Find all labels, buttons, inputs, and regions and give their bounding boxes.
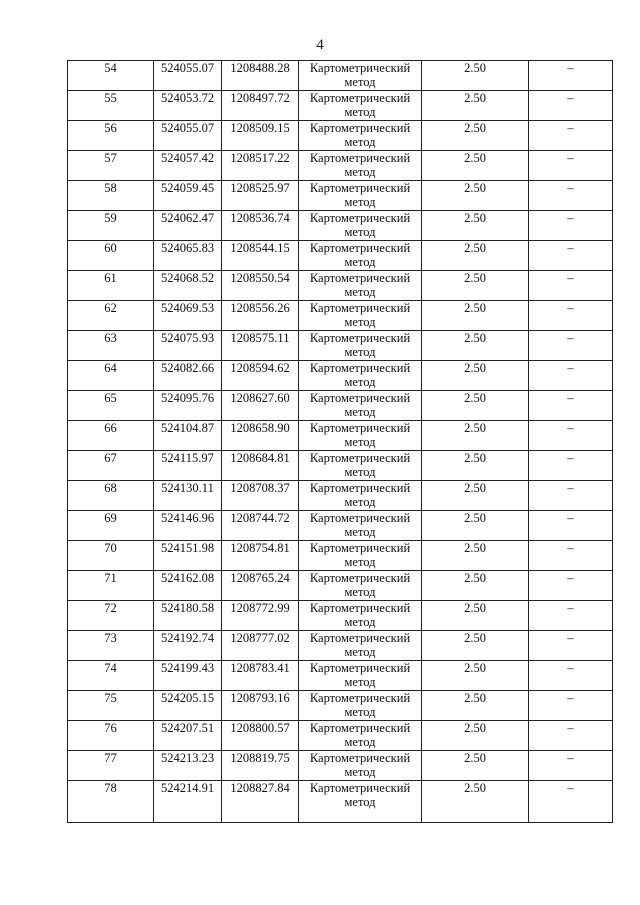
- description-cell: –: [529, 421, 613, 451]
- y-coordinate-cell: 1208783.41: [222, 661, 299, 691]
- accuracy-cell: 2.50: [422, 751, 529, 781]
- y-coordinate-cell: 1208556.26: [222, 301, 299, 331]
- x-coordinate-cell: 524146.96: [154, 511, 222, 541]
- y-coordinate-cell: 1208744.72: [222, 511, 299, 541]
- table-row: [68, 721, 613, 751]
- accuracy-cell: 2.50: [422, 631, 529, 661]
- description-cell: –: [529, 781, 613, 823]
- table-body: [68, 61, 613, 823]
- table-row: [68, 301, 613, 331]
- x-coordinate-cell: 524053.72: [154, 91, 222, 121]
- point-number-cell: 66: [68, 421, 154, 451]
- accuracy-cell: 2.50: [422, 91, 529, 121]
- y-coordinate-cell: 1208765.24: [222, 571, 299, 601]
- method-cell: Картометрический метод: [299, 691, 422, 721]
- x-coordinate-cell: 524199.43: [154, 661, 222, 691]
- point-number-cell: 55: [68, 91, 154, 121]
- accuracy-cell: 2.50: [422, 541, 529, 571]
- description-cell: –: [529, 271, 613, 301]
- method-cell: Картометрический метод: [299, 781, 422, 823]
- accuracy-cell: 2.50: [422, 241, 529, 271]
- y-coordinate-cell: 1208627.60: [222, 391, 299, 421]
- accuracy-cell: 2.50: [422, 661, 529, 691]
- description-cell: –: [529, 391, 613, 421]
- accuracy-cell: 2.50: [422, 151, 529, 181]
- point-number-cell: 75: [68, 691, 154, 721]
- point-number-cell: 71: [68, 571, 154, 601]
- description-cell: –: [529, 511, 613, 541]
- point-number-cell: 63: [68, 331, 154, 361]
- accuracy-cell: 2.50: [422, 571, 529, 601]
- method-cell: Картометрический метод: [299, 511, 422, 541]
- description-cell: –: [529, 91, 613, 121]
- description-cell: –: [529, 211, 613, 241]
- table-row: [68, 421, 613, 451]
- description-cell: –: [529, 301, 613, 331]
- accuracy-cell: 2.50: [422, 271, 529, 301]
- x-coordinate-cell: 524095.76: [154, 391, 222, 421]
- point-number-cell: 57: [68, 151, 154, 181]
- accuracy-cell: 2.50: [422, 721, 529, 751]
- method-cell: Картометрический метод: [299, 661, 422, 691]
- x-coordinate-cell: 524104.87: [154, 421, 222, 451]
- y-coordinate-cell: 1208517.22: [222, 151, 299, 181]
- point-number-cell: 65: [68, 391, 154, 421]
- description-cell: –: [529, 451, 613, 481]
- table-row: [68, 391, 613, 421]
- accuracy-cell: 2.50: [422, 181, 529, 211]
- table-row: [68, 511, 613, 541]
- table-row: [68, 211, 613, 241]
- description-cell: –: [529, 751, 613, 781]
- point-number-cell: 54: [68, 61, 154, 91]
- method-cell: Картометрический метод: [299, 601, 422, 631]
- description-cell: –: [529, 631, 613, 661]
- accuracy-cell: 2.50: [422, 301, 529, 331]
- accuracy-cell: 2.50: [422, 211, 529, 241]
- table-row: [68, 781, 613, 823]
- method-cell: Картометрический метод: [299, 151, 422, 181]
- point-number-cell: 68: [68, 481, 154, 511]
- x-coordinate-cell: 524130.11: [154, 481, 222, 511]
- description-cell: –: [529, 241, 613, 271]
- table-row: [68, 61, 613, 91]
- point-number-cell: 60: [68, 241, 154, 271]
- point-number-cell: 73: [68, 631, 154, 661]
- accuracy-cell: 2.50: [422, 451, 529, 481]
- page-number: 4: [316, 37, 324, 53]
- x-coordinate-cell: 524055.07: [154, 61, 222, 91]
- description-cell: –: [529, 691, 613, 721]
- table-row: [68, 241, 613, 271]
- description-cell: –: [529, 181, 613, 211]
- method-cell: Картометрический метод: [299, 121, 422, 151]
- x-coordinate-cell: 524069.53: [154, 301, 222, 331]
- y-coordinate-cell: 1208777.02: [222, 631, 299, 661]
- y-coordinate-cell: 1208708.37: [222, 481, 299, 511]
- accuracy-cell: 2.50: [422, 601, 529, 631]
- x-coordinate-cell: 524068.52: [154, 271, 222, 301]
- accuracy-cell: 2.50: [422, 781, 529, 823]
- table-row: [68, 151, 613, 181]
- method-cell: Картометрический метод: [299, 421, 422, 451]
- y-coordinate-cell: 1208819.75: [222, 751, 299, 781]
- y-coordinate-cell: 1208497.72: [222, 91, 299, 121]
- y-coordinate-cell: 1208544.15: [222, 241, 299, 271]
- x-coordinate-cell: 524205.15: [154, 691, 222, 721]
- x-coordinate-cell: 524213.23: [154, 751, 222, 781]
- accuracy-cell: 2.50: [422, 421, 529, 451]
- method-cell: Картометрический метод: [299, 721, 422, 751]
- point-number-cell: 67: [68, 451, 154, 481]
- accuracy-cell: 2.50: [422, 331, 529, 361]
- x-coordinate-cell: 524192.74: [154, 631, 222, 661]
- accuracy-cell: 2.50: [422, 61, 529, 91]
- accuracy-cell: 2.50: [422, 481, 529, 511]
- accuracy-cell: 2.50: [422, 691, 529, 721]
- method-cell: Картометрический метод: [299, 631, 422, 661]
- y-coordinate-cell: 1208754.81: [222, 541, 299, 571]
- x-coordinate-cell: 524055.07: [154, 121, 222, 151]
- table-row: [68, 121, 613, 151]
- x-coordinate-cell: 524075.93: [154, 331, 222, 361]
- x-coordinate-cell: 524065.83: [154, 241, 222, 271]
- table-row: [68, 181, 613, 211]
- table-row: [68, 691, 613, 721]
- description-cell: –: [529, 331, 613, 361]
- table-row: [68, 481, 613, 511]
- method-cell: Картометрический метод: [299, 391, 422, 421]
- description-cell: –: [529, 571, 613, 601]
- table-row: [68, 541, 613, 571]
- method-cell: Картометрический метод: [299, 481, 422, 511]
- y-coordinate-cell: 1208525.97: [222, 181, 299, 211]
- accuracy-cell: 2.50: [422, 391, 529, 421]
- method-cell: Картометрический метод: [299, 571, 422, 601]
- method-cell: Картометрический метод: [299, 361, 422, 391]
- method-cell: Картометрический метод: [299, 271, 422, 301]
- description-cell: –: [529, 361, 613, 391]
- x-coordinate-cell: 524151.98: [154, 541, 222, 571]
- method-cell: Картометрический метод: [299, 181, 422, 211]
- point-number-cell: 58: [68, 181, 154, 211]
- y-coordinate-cell: 1208827.84: [222, 781, 299, 823]
- description-cell: –: [529, 721, 613, 751]
- y-coordinate-cell: 1208536.74: [222, 211, 299, 241]
- point-number-cell: 56: [68, 121, 154, 151]
- point-number-cell: 70: [68, 541, 154, 571]
- accuracy-cell: 2.50: [422, 361, 529, 391]
- method-cell: Картометрический метод: [299, 241, 422, 271]
- y-coordinate-cell: 1208488.28: [222, 61, 299, 91]
- x-coordinate-cell: 524214.91: [154, 781, 222, 823]
- point-number-cell: 64: [68, 361, 154, 391]
- table-row: [68, 271, 613, 301]
- method-cell: Картометрический метод: [299, 91, 422, 121]
- point-number-cell: 77: [68, 751, 154, 781]
- description-cell: –: [529, 541, 613, 571]
- description-cell: –: [529, 601, 613, 631]
- description-cell: –: [529, 61, 613, 91]
- accuracy-cell: 2.50: [422, 511, 529, 541]
- point-number-cell: 61: [68, 271, 154, 301]
- y-coordinate-cell: 1208575.11: [222, 331, 299, 361]
- description-cell: –: [529, 151, 613, 181]
- table-row: [68, 601, 613, 631]
- method-cell: Картометрический метод: [299, 751, 422, 781]
- table-row: [68, 631, 613, 661]
- description-cell: –: [529, 481, 613, 511]
- table-row: [68, 661, 613, 691]
- y-coordinate-cell: 1208509.15: [222, 121, 299, 151]
- x-coordinate-cell: 524115.97: [154, 451, 222, 481]
- table-row: [68, 361, 613, 391]
- y-coordinate-cell: 1208550.54: [222, 271, 299, 301]
- method-cell: Картометрический метод: [299, 61, 422, 91]
- x-coordinate-cell: 524180.58: [154, 601, 222, 631]
- method-cell: Картометрический метод: [299, 301, 422, 331]
- accuracy-cell: 2.50: [422, 121, 529, 151]
- y-coordinate-cell: 1208658.90: [222, 421, 299, 451]
- table-row: [68, 331, 613, 361]
- method-cell: Картометрический метод: [299, 331, 422, 361]
- y-coordinate-cell: 1208594.62: [222, 361, 299, 391]
- y-coordinate-cell: 1208772.99: [222, 601, 299, 631]
- method-cell: Картометрический метод: [299, 541, 422, 571]
- point-number-cell: 78: [68, 781, 154, 823]
- y-coordinate-cell: 1208793.16: [222, 691, 299, 721]
- table-row: [68, 571, 613, 601]
- description-cell: –: [529, 121, 613, 151]
- x-coordinate-cell: 524059.45: [154, 181, 222, 211]
- x-coordinate-cell: 524057.42: [154, 151, 222, 181]
- point-number-cell: 74: [68, 661, 154, 691]
- method-cell: Картометрический метод: [299, 451, 422, 481]
- method-cell: Картометрический метод: [299, 211, 422, 241]
- x-coordinate-cell: 524062.47: [154, 211, 222, 241]
- y-coordinate-cell: 1208800.57: [222, 721, 299, 751]
- y-coordinate-cell: 1208684.81: [222, 451, 299, 481]
- table-row: [68, 751, 613, 781]
- point-number-cell: 59: [68, 211, 154, 241]
- table-row: [68, 91, 613, 121]
- x-coordinate-cell: 524207.51: [154, 721, 222, 751]
- table-row: [68, 451, 613, 481]
- description-cell: –: [529, 661, 613, 691]
- x-coordinate-cell: 524162.08: [154, 571, 222, 601]
- point-number-cell: 69: [68, 511, 154, 541]
- point-number-cell: 76: [68, 721, 154, 751]
- coordinates-table: [67, 60, 613, 823]
- point-number-cell: 72: [68, 601, 154, 631]
- x-coordinate-cell: 524082.66: [154, 361, 222, 391]
- point-number-cell: 62: [68, 301, 154, 331]
